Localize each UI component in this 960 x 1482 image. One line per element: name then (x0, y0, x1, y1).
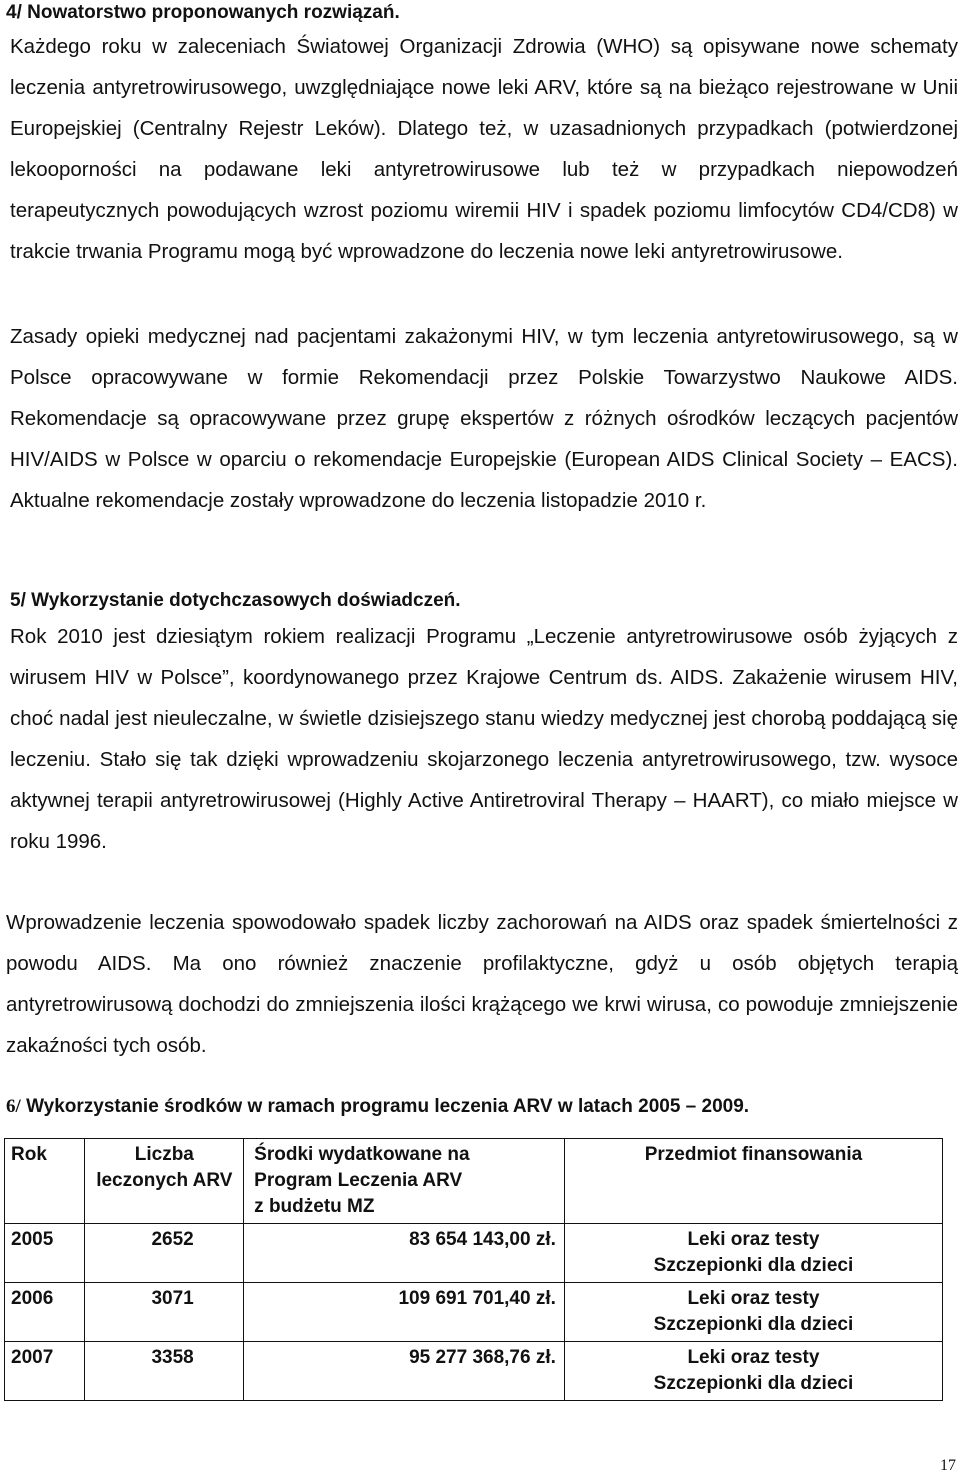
cell-subject-line-2: Szczepionki dla dzieci (653, 1373, 854, 1394)
section-5-paragraph-1: Rok 2010 jest dziesiątym rokiem realizacji Programu „Leczenie antyretrowirusowe osób żyjących z wirusem HIV w Polsce”, koordynowanego przez Krajowe Centrum ds. AIDS. Zakażenie wirusem HIV, choć nadal jest nieuleczalne, w świetle dzisiejszego stanu wiedzy medycznej jest chorobą poddającą się leczeniu. Stało się tak dzięki wprowadzeniu skojarzonego leczenia antyretrowirusowego, tzw. wysoce aktywnej terapii antyretrowirusowej (Highly Active Antiretroviral Therapy – HAART), co miało miejsce w roku 1996. (10, 625, 958, 853)
cell-count (85, 1342, 244, 1401)
section-6-heading (6, 1096, 749, 1118)
header-subject: Przedmiot finansowania (564, 1139, 942, 1224)
cell-year: 2005 (5, 1224, 85, 1283)
table-row (5, 1283, 943, 1342)
table-row (5, 1224, 943, 1283)
cell-count (85, 1283, 244, 1342)
cell-year: 2007 (5, 1342, 85, 1401)
cell-year: 2006 (5, 1283, 85, 1342)
section-4-paragraph-2: Zasady opieki medycznej nad pacjentami zakażonymi HIV, w tym leczenia antyretowirusowego, są w Polsce opracowywane w formie Rekomendacji przez Polskie Towarzystwo Naukowe AIDS. Rekomendacje są opracowywane przez grupę ekspertów z różnych ośrodków leczących pacjentów HIV/AIDS w Polsce w oparciu o rekomendacje Europejskie (European AIDS Clinical Society – EACS). Aktualne rekomendacje zostały wprowadzone do leczenia listopadzie 2010 r. (10, 325, 958, 512)
cell-count-value: 3071 (151, 1288, 194, 1309)
header-funds-line-2: Program Leczenia ARV (254, 1170, 463, 1191)
cell-subject-line-1: Leki oraz testy (687, 1288, 820, 1309)
cell-amount-value: 83 654 143,00 zł. (409, 1229, 556, 1250)
arv-funding-table (4, 1138, 943, 1401)
header-year: Rok (5, 1139, 85, 1224)
page-number: 17 (940, 1457, 956, 1474)
cell-amount-value: 95 277 368,76 zł. (409, 1347, 556, 1368)
cell-amount-value: 109 691 701,40 zł. (398, 1288, 556, 1309)
header-treated-count (85, 1139, 244, 1224)
table-row (5, 1342, 943, 1401)
header-funds-line-3: z budżetu MZ (254, 1196, 375, 1217)
section-6-title: Wykorzystanie środków w ramach programu leczenia ARV w latach 2005 – 2009. (26, 1096, 750, 1117)
cell-amount (244, 1283, 565, 1342)
cell-subject-line-1: Leki oraz testy (687, 1347, 820, 1368)
cell-amount (244, 1224, 565, 1283)
cell-count (85, 1224, 244, 1283)
cell-subject-line-2: Szczepionki dla dzieci (653, 1314, 854, 1335)
cell-count-value: 2652 (151, 1229, 194, 1250)
cell-subject (564, 1342, 942, 1401)
section-5-heading: 5/ Wykorzystanie dotychczasowych doświadczeń. (10, 590, 461, 611)
section-5-paragraph-2: Wprowadzenie leczenia spowodowało spadek liczby zachorowań na AIDS oraz spadek śmiertelności z powodu AIDS. Ma ono również znaczenie profilaktyczne, gdyż u osób objętych terapią antyretrowirusową dochodzi do zmniejszenia ilości krążącego we krwi wirusa, co powoduje zmniejszenie zakaźności tych osób. (6, 911, 958, 1057)
header-funds (244, 1139, 565, 1224)
cell-subject (564, 1224, 942, 1283)
cell-subject-line-2: Szczepionki dla dzieci (653, 1255, 854, 1276)
header-count-line-2: leczonych ARV (96, 1170, 233, 1191)
section-6-number: 6/ (6, 1096, 21, 1117)
section-4-heading: 4/ Nowatorstwo proponowanych rozwiązań. (6, 2, 400, 23)
section-4-paragraph-1: Każdego roku w zaleceniach Światowej Organizacji Zdrowia (WHO) są opisywane nowe schematy leczenia antyretrowirusowego, uwzględniające nowe leki ARV, które są na bieżąco rejestrowane w Unii Europejskiej (Centralny Rejestr Leków). Dlatego też, w uzasadnionych przypadkach (potwierdzonej lekooporności na podawane leki antyretrowirusowe lub też w przypadkach niepowodzeń terapeutycznych powodujących wzrost poziomu wiremii HIV i spadek poziomu limfocytów CD4/CD8) w trakcie trwania Programu mogą być wprowadzone do leczenia nowe leki antyretrowirusowe. (10, 35, 958, 263)
cell-subject (564, 1283, 942, 1342)
cell-subject-line-1: Leki oraz testy (687, 1229, 820, 1250)
table-header-row (5, 1139, 943, 1224)
cell-count-value: 3358 (151, 1347, 194, 1368)
cell-amount (244, 1342, 565, 1401)
header-funds-line-1: Środki wydatkowane na (254, 1144, 470, 1165)
header-count-line-1: Liczba (134, 1144, 194, 1165)
